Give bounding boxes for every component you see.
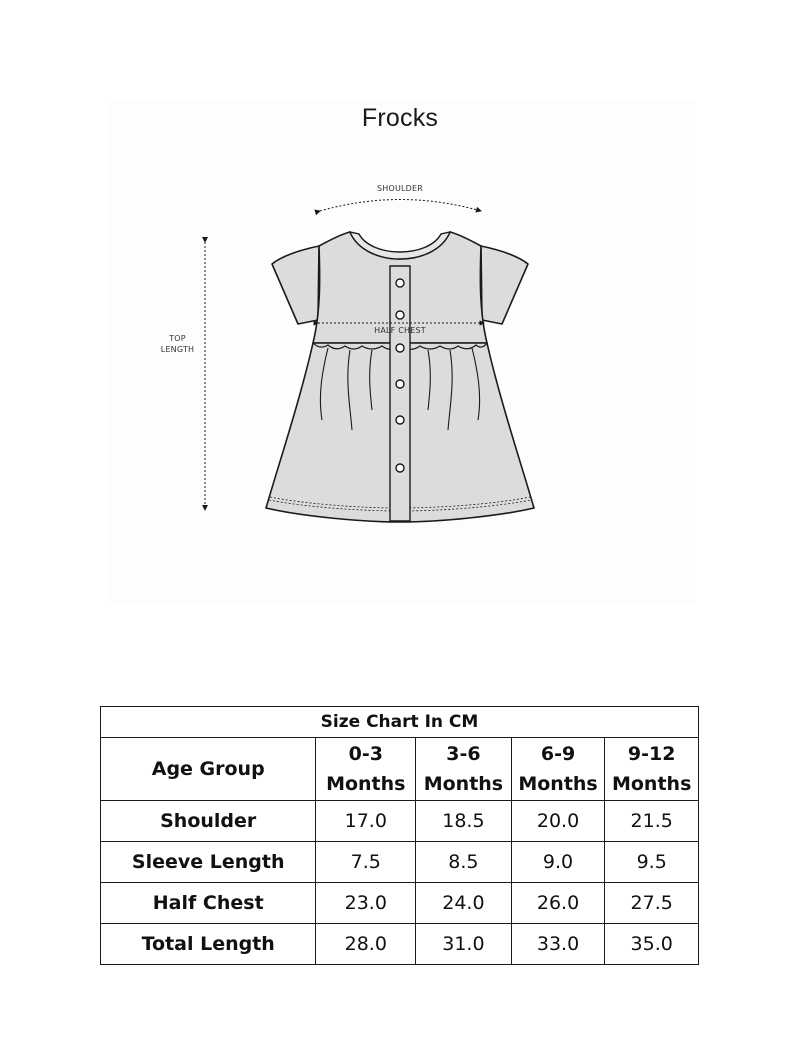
table-cell: 24.0: [416, 883, 512, 924]
table-cell: 20.0: [511, 801, 605, 842]
button-placket: [390, 266, 410, 521]
caption-row: [101, 707, 699, 738]
table-cell: 31.0: [416, 924, 512, 965]
table-cell: 27.5: [605, 883, 699, 924]
age-group-header: Age Group: [101, 738, 316, 801]
table-row: [101, 801, 699, 842]
header-row: [101, 738, 699, 801]
left-sleeve: [272, 246, 319, 324]
row-label: Half Chest: [101, 883, 316, 924]
table-cell: 9.5: [605, 842, 699, 883]
shoulder-measure-arrow: [320, 200, 481, 212]
top-length-label-line1: TOP: [169, 334, 186, 343]
table-row: [101, 883, 699, 924]
table-cell: 21.5: [605, 801, 699, 842]
table-cell: 23.0: [316, 883, 416, 924]
col-header: 9-12 Months: [605, 738, 699, 801]
table-caption: Size Chart In CM: [101, 707, 699, 738]
table-cell: 28.0: [316, 924, 416, 965]
top-length-label-line2: LENGTH: [160, 345, 195, 354]
top-length-label: [150, 333, 205, 355]
table-cell: 18.5: [416, 801, 512, 842]
page-title: Frocks: [361, 104, 439, 132]
half-chest-label: HALF CHEST: [374, 326, 426, 335]
table-cell: 33.0: [511, 924, 605, 965]
row-label: Shoulder: [101, 801, 316, 842]
row-label: Total Length: [101, 924, 316, 965]
table-cell: 9.0: [511, 842, 605, 883]
table-cell: 26.0: [511, 883, 605, 924]
col-header: 0-3 Months: [316, 738, 416, 801]
col-header: 3-6 Months: [416, 738, 512, 801]
table-row: [101, 842, 699, 883]
size-chart-table: [100, 706, 699, 965]
table-cell: 35.0: [605, 924, 699, 965]
table-cell: 17.0: [316, 801, 416, 842]
col-header: 6-9 Months: [511, 738, 605, 801]
right-sleeve: [481, 246, 528, 324]
shoulder-label: SHOULDER: [376, 184, 424, 193]
table-cell: 7.5: [316, 842, 416, 883]
row-label: Sleeve Length: [101, 842, 316, 883]
table-row: [101, 924, 699, 965]
table-cell: 8.5: [416, 842, 512, 883]
